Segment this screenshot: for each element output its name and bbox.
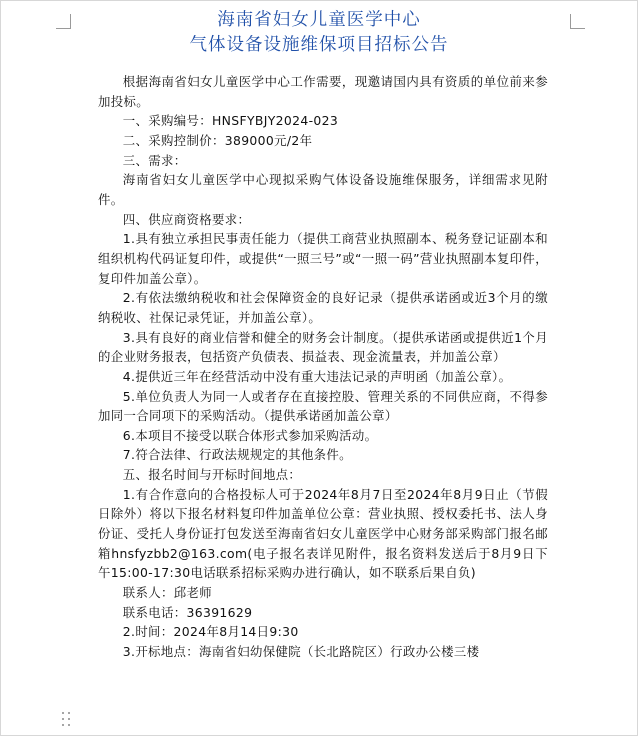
paragraph-qualification-5: 5.单位负责人为同一人或者存在直接控股、管理关系的不同供应商，不得参加同一合同项下的采购活动。（提供承诺函加盖公章） [98, 388, 548, 424]
paragraph-qualification-1: 1.具有独立承担民事责任能力（提供工商营业执照副本、税务登记证副本和组织机构代码证复印件，或提供“一照三号”或“一照一码”营业执照副本复印件，复印件加盖公章）。 [98, 231, 548, 286]
paragraph-qualification-heading: 四、供应商资格要求： [122, 211, 251, 227]
drag-handle-icon[interactable] [62, 712, 72, 728]
paragraph-contact-person: 联系人：邱老师 [122, 585, 212, 601]
paragraph-bid-time: 2.时间：2024年8月14日9:30 [122, 624, 299, 640]
document-title: 海南省妇女儿童医学中心 [217, 10, 421, 30]
document-body [98, 72, 548, 662]
paragraph-price-limit: 二、采购控制价：389000元/2年 [122, 132, 313, 148]
paragraph-contact-phone: 联系电话：36391629 [122, 604, 253, 620]
paragraph-intro: 根据海南省妇女儿童医学中心工作需要，现邀请国内具有资质的单位前来参加投标。 [98, 74, 548, 109]
paragraph-requirements-heading: 三、需求： [122, 152, 187, 168]
paragraph-qualification-7: 7.符合法律、行政法规规定的其他条件。 [122, 447, 352, 463]
paragraph-requirements: 海南省妇女儿童医学中心现拟采购气体设备设施维保服务，详细需求见附件。 [98, 172, 548, 207]
paragraph-bid-location: 3.开标地点：海南省妇幼保健院（长北路院区）行政办公楼三楼 [122, 644, 480, 660]
paragraph-registration-heading: 五、报名时间与开标时间地点： [122, 467, 302, 483]
paragraph-qualification-4: 4.提供近三年在经营活动中没有重大违法记录的声明函（加盖公章）。 [122, 368, 512, 384]
paragraph-procurement-number: 一、采购编号：HNSFYBJY2024-023 [122, 113, 339, 129]
document-subtitle: 气体设备设施维保项目招标公告 [189, 35, 449, 55]
paragraph-qualification-6: 6.本项目不接受以联合体形式参加采购活动。 [122, 427, 378, 443]
paragraph-qualification-3: 3.具有良好的商业信誉和健全的财务会计制度。（提供承诺函或提供近1个月的企业财务报表，包括资产负债表、损益表、现金流量表，并加盖公章） [98, 329, 548, 365]
paragraph-qualification-2: 2.有依法缴纳税收和社会保障资金的良好记录（提供承诺函或近3个月的缴纳税收、社保记录凭证，并加盖公章）。 [98, 290, 548, 325]
paragraph-registration-details: 1.有合作意向的合格投标人可于2024年8月7日至2024年8月9日止（节假日除外）将以下报名材料复印件加盖单位公章：营业执照、授权委托书、法人身份证、受托人身份证打包发送至海南省妇女儿童医学中心财务部采购部门报名邮箱hnsfyzbb2@163.com(电子报名表详见附件，报名资料发送后于8月9日下午15:00-17:30电话联系招标采购办进行确认，如不联系后果自负) [98, 486, 548, 581]
